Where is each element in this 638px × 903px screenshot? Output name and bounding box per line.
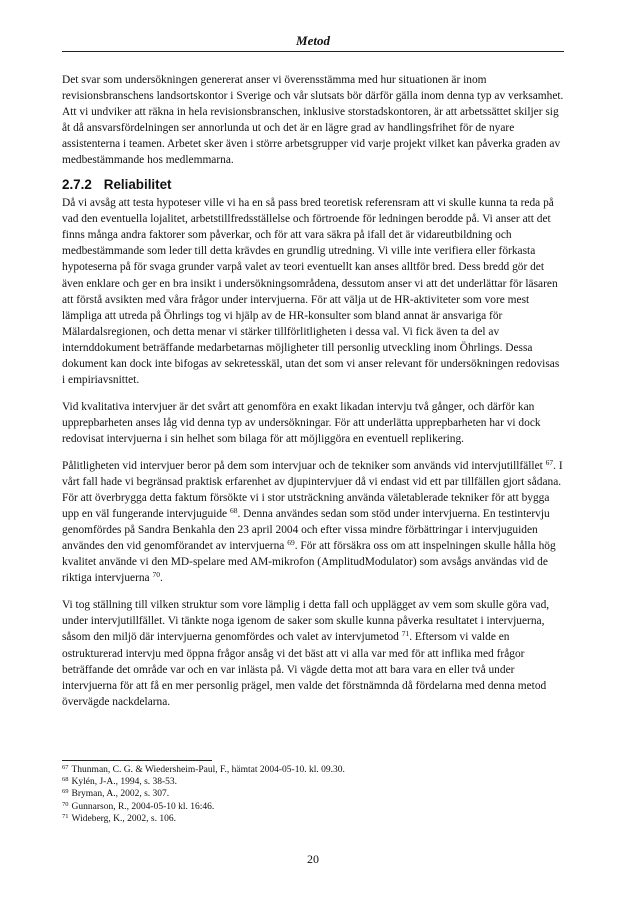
footnote xyxy=(62,764,564,776)
footnote-text: Kylén, J-A., 1994, s. 38-53. xyxy=(71,777,178,788)
paragraph-1: Då vi avsåg att testa hypoteser ville vi ha en så pass bred teoretisk referensram att vi skulle kunna ta reda på vad den eventuella lojalitet, arbetstillfredsställelse och förtroende för ledningen berodde på. Vi anser att det finns många andra faktorer som påverkar, och för att vara säkra på ifall det är vidareutbildning och medbestämmande som leder till detta krävdes en grundlig utredning. Vi ville inte verifiera eller förkasta hypoteserna på för svaga grunder varpå valet av teori eventuellt kan anses alltför bred. Dess bredd gör det även enklare och ger en bra insikt i undersökningsområdena, dessutom anser vi att det underlättar för läsaren att förstå avsikten med våra frågor under intervjuerna. För att välja ut de HR-aktiviteter som vore mest lämpliga att utreda på Öhrlings tog vi hjälp av de HR-konsulter som bland annat är ansvariga för Mälardalsregionen, och detta menar vi stärker tillförlitligheten i dessa val. Vi fick även ta del av internddokument beträffande medarbetarnas möjligheter till personlig utveckling inom Öhrlings. Dessa dokument kan dock inte bifogas av sekretesskäl, utan det som vi anser relevant för undersökningen redovisas i empiriavsnittet. xyxy=(62,197,560,386)
footnotes xyxy=(62,764,564,825)
paragraph-3 xyxy=(62,458,564,586)
section-heading xyxy=(62,176,564,193)
paragraph-3-text: . I vårt fall hade vi begränsad praktisk erfarenhet av djupintervjuer då vi endast vid ett par tillfällen gjort sådana. För att överbrygga detta faktum försökte vi i stor utsträckning använda väletablerade tekniker för att bygga upp en väl fungerande intervjuguide xyxy=(62,459,563,521)
paragraph-4-text: . Eftersom vi valde en ostrukturerad intervju med öppna frågor ansåg vi det bäst att vi alla var med för att inflika med frågor beträffande det område var och en var inlästa på. Vi vägde detta mot att bara vara en eller två under intervjuerna för att få en mer personlig prägel, men valde det förstnämnda då fördelarna med denna metod övervägde nackdelarna. xyxy=(62,631,547,708)
footnote-ref-70: 70 xyxy=(152,570,160,580)
main-text xyxy=(62,72,564,710)
paragraph-2: Vid kvalitativa intervjuer är det svårt att genomföra en exakt likadan intervju två gånger, och därför kan upprepbarheten anses låg vid denna typ av undersökningar. För att underlätta upprepbarheten har vi dock redovisat intervjuerna i sin helhet som bilaga för att möjliggöra en eventuell replikering. xyxy=(62,400,541,445)
paragraph-3-text: . xyxy=(159,572,163,585)
footnote-ref-71: 71 xyxy=(401,629,410,639)
footnote-text: Bryman, A., 2002, s. 307. xyxy=(71,789,170,800)
paragraph-4-text: Vi tog ställning till vilken struktur som vore lämplig i detta fall och upplägget av vem som skulle göra vad, under intervjutillfället. Vi tänkte noga igenom de saker som skulle kunna påverka resultatet i intervjuerna, såsom den miljö där intervjuerna genomfördes och valet av intervjumetod xyxy=(62,599,550,644)
footnote-rule xyxy=(62,760,212,761)
running-header-title: Metod xyxy=(296,33,330,48)
footnote-number: 71 xyxy=(62,812,69,820)
paragraph-3-text: . För att försäkra oss om att inspelningen skulle hålla hög kvalitet använde vi den MD-spelare med AM-mikrofon (AmplitudModulator) som avsågs användas vid de riktiga intervjuerna xyxy=(62,540,556,585)
footnote xyxy=(62,776,564,788)
paragraph-3-text: Pålitligheten vid intervjuer beror på dem som intervjuar och de tekniker som används vid intervjutillfället xyxy=(62,459,546,472)
footnote-text: Gunnarson, R., 2004-05-10 kl. 16:46. xyxy=(71,801,215,812)
footnote-number: 70 xyxy=(62,800,69,808)
header-rule xyxy=(62,51,564,52)
paragraph-4 xyxy=(62,597,564,709)
footnote-ref-69: 69 xyxy=(287,538,295,548)
footnote-text: Wideberg, K., 2002, s. 106. xyxy=(71,813,176,824)
footnote-number: 69 xyxy=(62,788,69,796)
footnote xyxy=(62,801,564,813)
intro-paragraph: Det svar som undersökningen genererat anser vi överensstämma med hur situationen är inom revisionsbranschens landsortskontor i Sverige och vår slutsats bör därför gälla inom denna typ av verksamhet. Att vi undviker att räkna in hela revisionsbranschen, inklusive storstadskontoren, är att arbetssättet skiljer sig åt då ansvarsfördelningen ser annorlunda ut och det är en lägre grad av handlingsfrihet för de nyare assistenterna i teamen. Arbetet sker även i större arbetsgrupper vid varje projekt vilket kan påverka graden av medbestämmande hos medlemmarna. xyxy=(62,74,564,167)
footnote-text: Thunman, C. G. & Wiedersheim-Paul, F., hämtat 2004-05-10. kl. 09.30. xyxy=(71,765,345,775)
footnote-ref-68: 68 xyxy=(229,506,238,516)
footnote-ref-67: 67 xyxy=(545,457,554,467)
footnote xyxy=(62,813,564,825)
section-number: 2.7.2 xyxy=(62,177,92,193)
footnote xyxy=(62,788,564,800)
page-number: 20 xyxy=(307,852,319,866)
paragraph-3-text: . Denna användes sedan som stöd under intervjuerna. En testintervju genomfördes på Sandra Benkahla den 23 april 2004 och efter vissa mindre förbättringar i intervjuguiden användes den vid genomförandet av intervjuerna xyxy=(62,508,550,553)
footnote-number: 68 xyxy=(62,776,69,784)
section-title: Reliabilitet xyxy=(103,177,172,193)
footnote-number: 67 xyxy=(62,764,69,771)
